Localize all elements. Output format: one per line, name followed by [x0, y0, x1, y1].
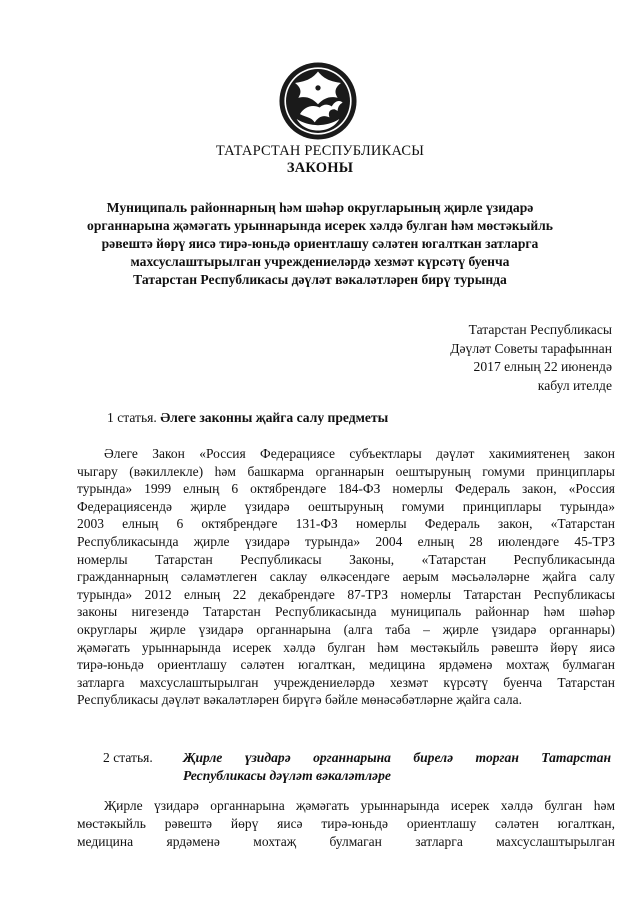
article-1-label: 1 статья.: [107, 410, 157, 425]
republic-heading: ТАТАРСТАН РЕСПУБЛИКАСЫ: [215, 143, 425, 159]
law-title-line: Татарстан Республикасы дәүләт вәкаләтләрен бирү турында: [133, 272, 507, 287]
law-title-line: органнарына җәмәгать урыннарында исерек хәлдә булган һәм мөстәкыйль: [87, 218, 553, 233]
body-line: турында» 2012 елның 22 декабрендәге 87-ТРЗ номерлы Татарстан Республикасы: [77, 586, 615, 602]
article-2-title: Җирле үзидарә органнарына бирелә торган Татарстан: [183, 750, 611, 765]
law-title-line: Муниципаль районнарның һәм шәһәр округларының җирле үзидарә: [106, 200, 534, 215]
body-line: чыгару (вәкиллекле) һәм башкарма органнарын оештыруның гомуми принциплары: [77, 463, 615, 479]
adoption-line: кабул ителде: [537, 377, 612, 393]
body-line: Җирле үзидарә органнарына җәмәгать урыннарында исерек хәлдә булган һәм: [104, 798, 615, 813]
body-line: 2003 елның 6 октябрендәге 131-ФЗ номерлы Федераль закон, «Татарстан: [77, 516, 615, 532]
article-2-body: [77, 797, 615, 851]
law-title-line: рәвештә йөрү яисә тирә-юньдә ориентлашу сәләтен югалткан затларга: [101, 236, 539, 251]
article-1-title: Әлеге законны җайга салу предметы: [160, 410, 389, 425]
article-1-heading: [107, 410, 388, 426]
law-title: [60, 199, 580, 289]
body-line: округлары җирле үзидарә органнарына (алга таба – җирле үзидарә органнары): [77, 621, 615, 637]
adoption-line: Татарстан Республикасы: [468, 322, 612, 337]
article-1-body: [77, 445, 615, 709]
body-line: номерлы Татарстан Республикасы Законы, «Татарстан Республикасында: [77, 551, 615, 567]
adoption-line: 2017 елның 22 июнендә: [473, 359, 612, 374]
article-2-heading: [103, 749, 611, 785]
body-line: Федерациясендә җирле үзидарә оештыруның гомуми принциплары турында»: [77, 498, 615, 514]
body-line: Республикасы дәүләт вәкаләтләрен бирүгә бәйле мөнәсәбәтләрне җайга сала.: [77, 692, 523, 708]
body-line: законы нигезендә Татарстан Республикасында муниципаль районнар һәм шәһәр: [77, 604, 615, 620]
law-title-line: махсуслаштырылган учреждениеләрдә хезмәт күрсәтү буенча: [130, 254, 510, 269]
tatarstan-emblem-icon: [277, 60, 359, 142]
adoption-line: Дәүләт Советы тарафыннан: [450, 340, 612, 356]
body-line: Республикасында җирле үзидарә турында» 2004 елның 28 июлендәге 45-ТРЗ: [77, 533, 615, 549]
body-line: Әлеге Закон «Россия Федерациясе субъектлары дәүләт хакимиятенең закон: [104, 446, 615, 461]
adoption-note: [450, 321, 612, 395]
body-line: турында» 1999 елның 6 октябрендәге 184-ФЗ номерлы Федераль закон, «Россия: [77, 481, 615, 497]
body-line: медицина ярдәменә мохтаҗ булмаган затларга махсуслаштырылган: [77, 834, 615, 849]
body-line: затларга махсуслаштырылган учреждениеләрдә хезмәт күрсәтү буенча Татарстан: [77, 674, 615, 690]
article-2-label: 2 статья.: [103, 750, 153, 765]
body-line: тирә-юньдә ориентлашу сәләтен югалткан, медицина ярдәменә мохтаҗ булмаган: [77, 657, 615, 673]
body-line: гражданнарның сәламәтлеген саклау өлкәсендәге аерым мәсьәләләрне җайга салу: [77, 569, 615, 585]
article-2-title-continued: Республикасы дәүләт вәкаләтләре: [183, 768, 391, 783]
body-line: мөстәкыйль рәвештә йөрү яисә тирә-юньдә ориентлашу сәләтен югалткан,: [77, 816, 615, 831]
laws-heading: ЗАКОНЫ: [286, 160, 354, 176]
body-line: җәмәгать урыннарында исерек хәлдә булган һәм мөстәкыйль рәвештә йөрү яисә: [77, 639, 615, 655]
